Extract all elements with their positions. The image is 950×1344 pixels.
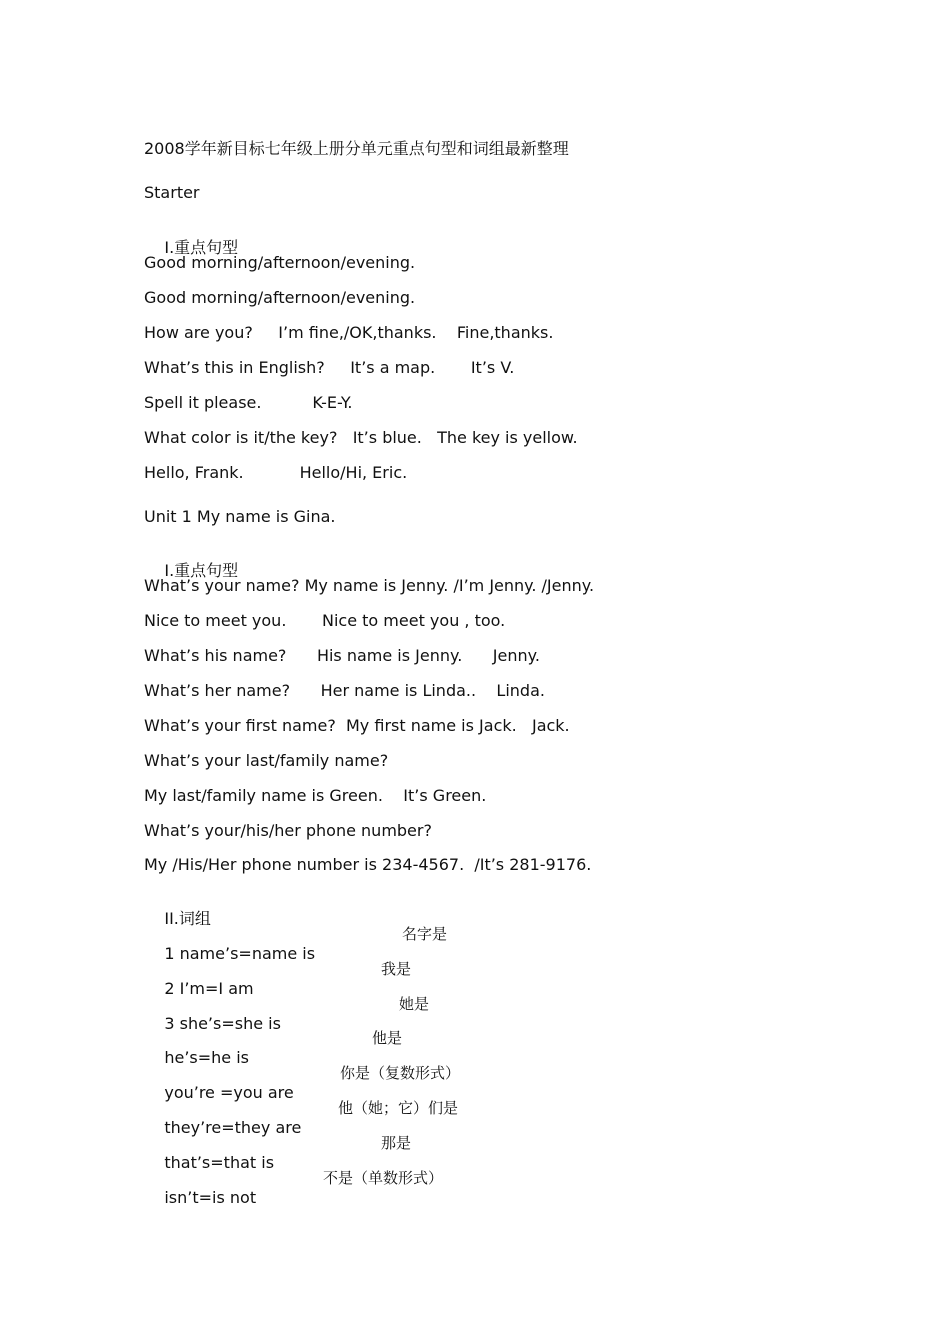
unit1-line: What’s your last/family name? [144,751,389,770]
starter-line: Good morning/afternoon/evening. [144,288,416,307]
section-label: I.重点句型 [164,238,239,257]
phrase-en: that’s=that is [164,1153,275,1172]
phrase-en: isn’t=is not [164,1188,257,1207]
phrase-cn: 你是（复数形式） [340,1064,461,1082]
unit1-line: My /His/Her phone number is 234-4567. /It’s 281-9176. [144,855,592,874]
phrase-en: 3 she’s=she is [164,1014,281,1033]
section-label: II.词组 [164,909,211,928]
unit1-line: My last/family name is Green. It’s Green. [144,786,487,805]
unit1-line: Nice to meet you. Nice to meet you , too. [144,611,506,630]
starter-line: How are you? I’m fine,/OK,thanks. Fine,thanks. [144,323,554,342]
unit1-heading: Unit 1 My name is Gina. [144,507,336,526]
phrase-cn: 他是 [372,1029,403,1047]
unit1-line: What’s your first name? My first name is Jack. Jack. [144,716,570,735]
phrase-cn: 名字是 [402,925,448,943]
starter-line: Spell it please. K-E-Y. [144,393,353,412]
phrase-en: they’re=they are [164,1118,302,1137]
phrase-cn: 我是 [381,960,412,978]
phrase-cn: 不是（单数形式） [323,1169,444,1187]
phrase-en: you’re =you are [164,1083,294,1102]
starter-line: What’s this in English? It’s a map. It’s V. [144,358,515,377]
unit1-line: What’s your/his/her phone number? [144,821,432,840]
phrase-cn: 他（她；它）们是 [338,1099,459,1117]
phrase-row [144,1168,564,1248]
document-title: 2008学年新目标七年级上册分单元重点句型和词组最新整理 [144,139,569,158]
phrase-en: 1 name’s=name is [164,944,316,963]
phrase-cn: 她是 [399,995,430,1013]
starter-line: Hello, Frank. Hello/Hi, Eric. [144,463,408,482]
unit1-line: What’s your name? My name is Jenny. /I’m Jenny. /Jenny. [144,576,595,595]
phrase-en: 2 I’m=I am [164,979,254,998]
starter-line: Good morning/afternoon/evening. [144,253,416,272]
phrase-en: he’s=he is [164,1048,250,1067]
unit1-line: What’s her name? Her name is Linda.. Linda. [144,681,545,700]
section-label: I.重点句型 [164,561,239,580]
starter-heading: Starter [144,183,200,202]
starter-line: What color is it/the key? It’s blue. The key is yellow. [144,428,578,447]
phrase-cn: 那是 [381,1134,412,1152]
unit1-line: What’s his name? His name is Jenny. Jenny. [144,646,540,665]
